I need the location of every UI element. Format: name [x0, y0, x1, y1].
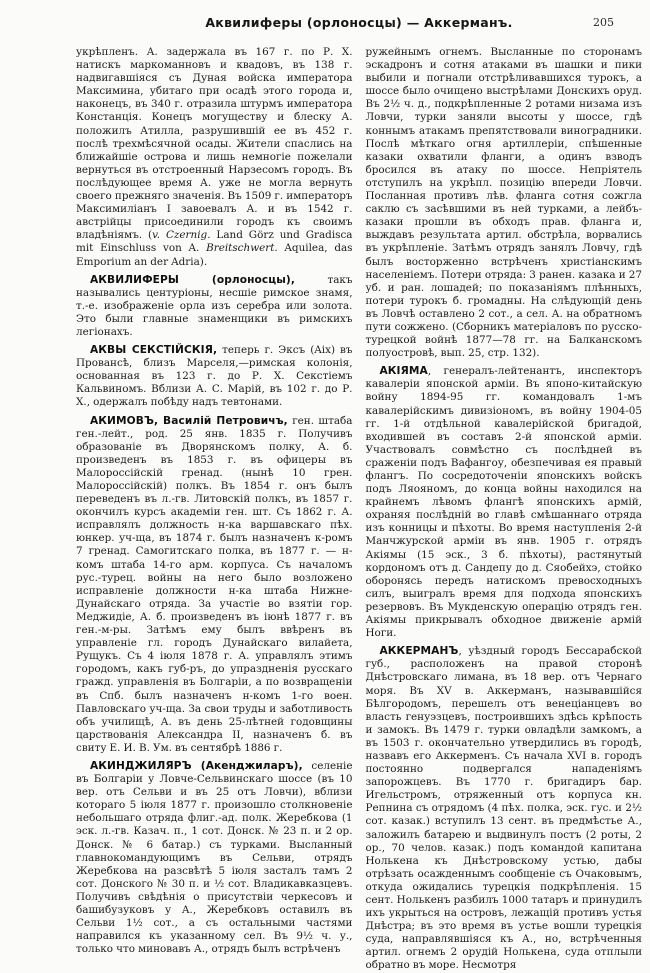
left-column: [76, 46, 353, 973]
continuation-akindzhilyar: [366, 46, 643, 360]
entry-akvy-sekstiyskiya: [76, 344, 353, 409]
right-column: [366, 46, 643, 973]
entry-headword: АККЕРМАНЪ: [379, 645, 459, 658]
text-columns: [76, 46, 642, 973]
body-text: Aquilea, das Emporium an der Adria).: [76, 242, 353, 268]
body-text: , уѣздный городъ Бессарабской губ., расположенъ на правой сторонѣ Днѣстровскаго лимана, въ 18 вер. отъ Чернаго моря. Въ XV в. Аккерманъ, называвшійся Бѣлгородомъ, перешелъ отъ венеціанцевъ во власть генуэзцевъ, построившихъ здѣсь крѣпость и замокъ. Въ 1479 г. турки овладѣли замкомъ, а въ 1503 г. окончательно утвердились въ городѣ, назвавъ его Аккерменъ. Съ начала XVI в. городъ постоянно подвергался нападеніямъ запорожцевъ. Въ 1770 г. бригадиръ бар. Игельстромъ, отряженный отъ корпуса кн. Репнина съ отрядомъ (4 пѣх. полка, эск. гус. и 2½ сот. казак.) вступилъ 13 сент. въ предмѣстье А., заложилъ батарею и выдвинулъ постъ (2 роты, 2 ор., 70 челов. казак.) подъ командой капитана Нолькена къ Днѣстровскому устью, дабы отрѣзать осажденнымъ сообщеніе съ Очаковымъ, откуда ожидались турецкія подкрѣпленія. 15 сент. Нолькенъ разбилъ 1000 татаръ и принудилъ ихъ укрыться на островъ, лежащій противъ устья Днѣстра; въ это время въ устье вошли турецкія суда, направлявшіяся къ А., но, встрѣченныя артил. огнемъ 2 орудій Нолькена, суда отплыли обратно въ море. Несмотря: [365, 645, 642, 972]
entry-akkerman: [366, 645, 643, 972]
entry-akindzhilyar: [76, 760, 353, 956]
entry-akiyama: [366, 365, 643, 640]
entry-headword: АКВЫ СЕКСТІЙСКІЯ,: [90, 344, 218, 357]
citation-italic: Breitschwert.: [206, 242, 278, 255]
running-title: Аквилиферы (орлоносцы) — Аккерманъ.: [205, 15, 513, 30]
entry-headword: АКИНДЖИЛЯРЪ (Акенджиларъ),: [90, 759, 303, 772]
entry-headword: АКІЯМА: [379, 365, 428, 378]
entry-headword: АКВИЛИФЕРЫ (орлоносцы),: [90, 273, 295, 286]
body-text: укрѣпленъ. А. задержала въ 167 г. по Р. Х. натискъ маркоманновъ и квадовъ, въ 138 г. надвигавшіяся съ Дуная войска императора Максимина, убитаго при осадѣ этого города и, наконецъ, въ 340 г. отразила штурмъ императора Констанція. Конецъ могуществу и блеску А. положилъ Атилла, разрушившій ее въ 452 г. послѣ трехмѣсячной осады. Жители спаслись на ближайшіе острова и лишь немногіе пожелали вернуться въ отстроенный Нарзесомъ городъ. Въ послѣдующее время А. уже не могла вернуть своего прежняго значенія. Въ 1509 г. императоръ Максимиліанъ I завоевалъ А. и въ 1542 г. австрійцы присоединили городъ къ своимъ владѣніямъ. (: [76, 46, 353, 242]
entry-headword: АКИМОВЪ, Василій Петровичъ,: [90, 414, 288, 427]
body-text: селеніе въ Болгаріи у Ловче-Сельвинскаго шоссе (въ 10 вер. отъ Сельви и въ 25 отъ Ловчи), вблизи котораго 5 іюля 1877 г. произошло столкновеніе небольшаго отряда флиг.-ад. полк. Жеребкова (1 эск. л.-гв. Казач. п., 1 сот. Донск. № 23 п. и 2 ор. Донск. № 6 батар.) съ турками. Высланный главнокомандующимъ въ Сельви, отрядъ Жеребкова на разсвѣтѣ 5 іюля засталъ тамъ 2 сот. Донского № 30 п. и ½ сот. Владикавказцевъ. Получивъ свѣдѣнія о присутствіи черкесовъ и башибузуковъ у А., Жеребковъ оставилъ въ Сельви 1½ сот., а съ остальными частями направился къ указанному сел. Въ 9½ ч. у., только что миновавъ А., отрядъ былъ встрѣченъ: [76, 759, 353, 956]
entry-akimov: [76, 415, 353, 755]
citation-italic: v. Czernig.: [152, 229, 211, 242]
entry-akvilifery: [76, 274, 353, 339]
body-text: ген. штаба ген.-лейт., род. 25 янв. 1835 г. Получивъ образованіе въ Дворянскомъ полку, А. б. произведенъ въ 1853 г. въ офицеры въ Малороссійскій гренад. (нынѣ 10 грен. Малороссійскій) полкъ. Въ 1854 г. онъ былъ переведенъ въ л.-гв. Литовскій полкъ, въ 1857 г. окончилъ курсъ академіи ген. шт. Съ 1862 г. А. исправлялъ должность н-ка варшавскаго пѣх. юнкер. уч-ща, въ 1874 г. былъ назначенъ к-ромъ 7 гренад. Самогитскаго полка, въ 1877 г. — н-комъ штаба 14-го арм. корпуса. Съ началомъ рус.-турец. войны на него было возложено исправленіе должности н-ка штаба Нижне-Дунайскаго отряда. За участіе во взятіи гор. Меджидіе, А. б. произведенъ въ іюнѣ 1877 г. въ ген.-м-ры. Затѣмъ ему былъ ввѣренъ въ управленіе гл. городъ Дунайскаго вилайета, Рущукъ. Съ 4 іюля 1878 г. А. управлялъ этимъ городомъ, какъ губ-ръ, до упраздненія русскаго гражд. управленія въ Болгаріи, а по возвращеніи въ Спб. былъ назначенъ н-комъ 1-го воен. Павловскаго уч-ща. За свои труды и заботливость объ училищѣ, А. въ день 25-лѣтней годовщины царствованія Александра II, назначенъ б. въ свиту Е. И. В. Ум. въ сентябрѣ 1886 г.: [76, 414, 353, 754]
body-text: Land Görz und Gradisca mit Einschluss von A.: [76, 229, 353, 255]
body-text: ружейнымъ огнемъ. Высланные по сторонамъ эскадронъ и сотня атаками въ шашки и пики выбили и погнали отстрѣливавшихся турокъ, а шоссе было очищено выстрѣлами Донскихъ оруд. Въ 2½ ч. д., подкрѣпленные 2 ротами низама изъ Ловчи, турки заняли высоты у шоссе, гдѣ коннымъ атакамъ препятствовали виноградники. Послѣ мѣткаго огня артиллеріи, спѣшенные казаки охватили фланги, а одинъ взводъ бросился въ атаку по шоссе. Непріятель отступилъ на укрѣпл. позицію впереди Ловчи. Посланная противъ лѣв. фланга сотня сожгла саклю съ засѣвшими въ ней турками, а лейбъ-казаки прошли въ обходъ прав. фланга и, выждавъ результата артил. обстрѣла, ворвались въ укрѣпленіе. Затѣмъ отрядъ занялъ Ловчу, гдѣ былъ восторженно встрѣченъ христіанскимъ населеніемъ. Потери отряда: 3 ранен. казака и 27 уб. и ран. лошадей; по показаніямъ плѣнныхъ, потери турокъ б. громадны. На слѣдующій день въ Ловчѣ оставлено 2 сот., а сел. А. на обратномъ пути сожжено. (Сборникъ матеріаловъ по русско-турецкой войнѣ 1877—78 гг. на Балканскомъ полуостровѣ, вып. 25, стр. 132).: [365, 46, 642, 360]
page-number: 205: [593, 16, 614, 29]
continuation-aquileia: [76, 46, 353, 269]
body-text: такъ назывались центуріоны, несшіе римское знамя, т.-е. изображеніе орла изъ серебра или золота. Это были главные знаменщики въ римскихъ легіонахъ.: [76, 273, 353, 338]
page-header: [76, 15, 642, 35]
body-text: , генералъ-лейтенантъ, инспекторъ кавалеріи японской арміи. Въ японо-китайскую войну 1894-95 гг. командовалъ 1-мъ кавалерійскимъ дивизіономъ, въ войну 1904-05 гг. 1-й отдѣльной кавалерійской бригадой, входившей въ составъ 2-й японской арміи. Участвовалъ совмѣстно съ послѣдней въ сраженіи подъ Вафангоу, обезпечивая ея правый флангъ. По сосредоточеніи японскихъ войскъ подъ Ляояномъ, до конца войны находился на крайнемъ лѣвомъ флангѣ японскихъ армій, охраняя послѣдній во главѣ смѣшаннаго отряда изъ конницы и пѣхоты. Во время наступленія 2-й Манчжурской арміи въ янв. 1905 г. отрядъ Акіямы (15 эск., 3 б. пѣхоты), растянутый кордономъ отъ д. Сандепу до д. Сяобейхэ, стойко оборонясь передъ натискомъ превосходныхъ силъ, выигралъ время для подхода японскихъ резервовъ. Въ Мукденскую операцію отрядъ ген. Акіямы прикрывалъ обходное движеніе армій Ноги.: [365, 365, 642, 640]
body-text: теперь г. Эксъ (Aix) въ Провансѣ, близъ Марселя,—римская колонія, основанная въ 123 г. до Р. Х. Секстіемъ Кальвиномъ. Вблизи А. С. Марій, въ 102 г. до Р. Х., одержалъ побѣду надъ тевтонами.: [76, 344, 353, 409]
